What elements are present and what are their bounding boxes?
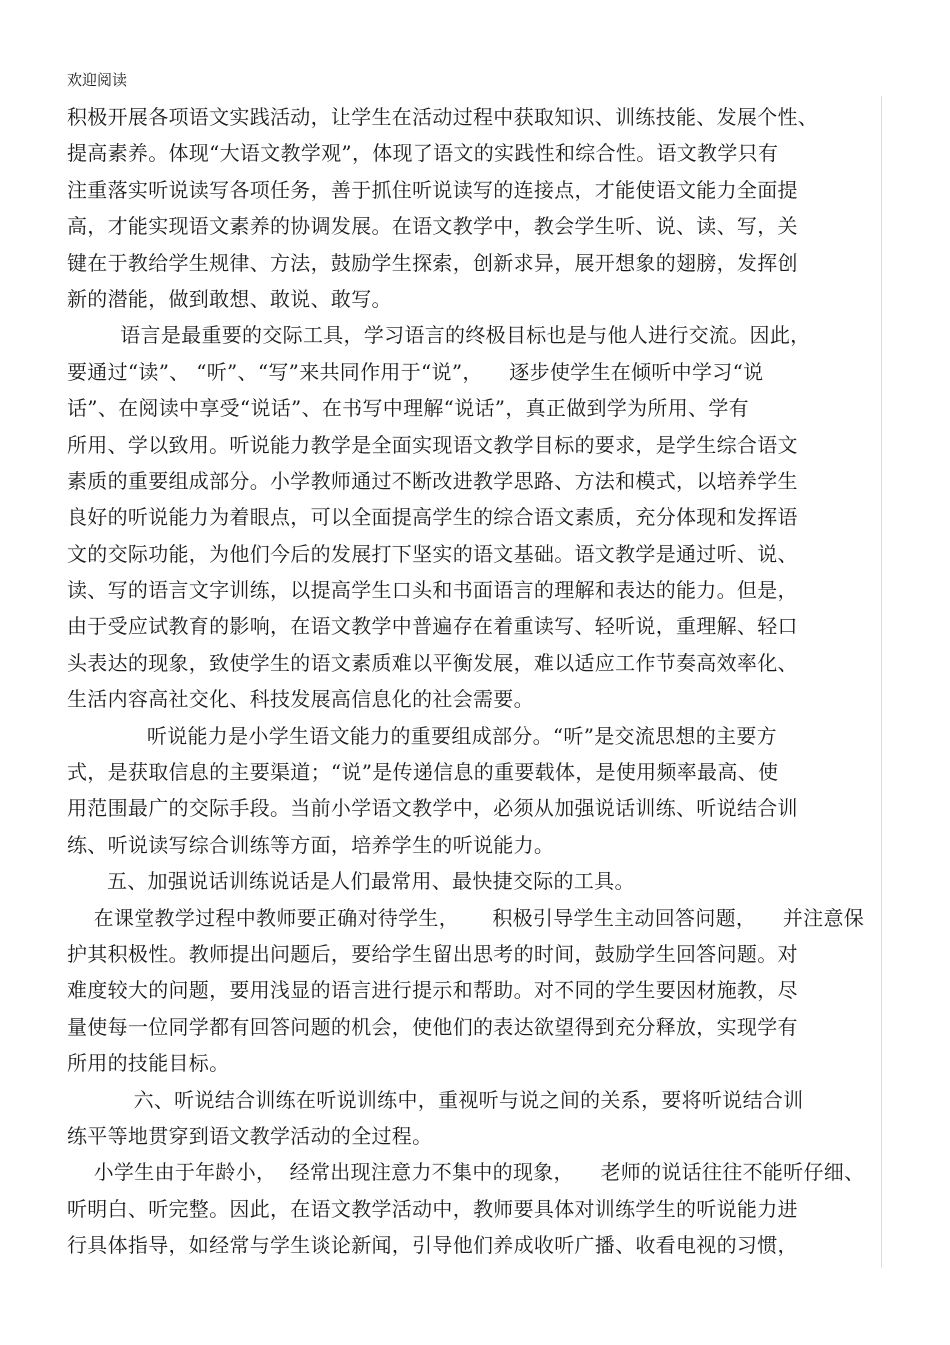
text-line: 练平等地贯穿到语文教学活动的全过程。 [67, 1123, 433, 1148]
text-line: 在课堂教学过程中教师要正确对待学生， 积极引导学生主动回答问题， 并注意保 [67, 905, 865, 930]
text-line: 话”、在阅读中享受“说话”、在书写中理解“说话”，真正做到学为所用、学有 [67, 396, 749, 421]
text-line: 由于受应试教育的影响，在语文教学中普遍存在着重读写、轻听说，重理解、轻口 [67, 614, 798, 639]
text-line: 难度较大的问题，要用浅显的语言进行提示和帮助。对不同的学生要因材施教，尽 [67, 978, 798, 1003]
text-line: 式，是获取信息的主要渠道；“说”是传递信息的重要载体，是使用频率最高、使 [67, 760, 779, 785]
text-line: 良好的听说能力为着眼点，可以全面提高学生的综合语文素质，充分体现和发挥语 [67, 505, 798, 530]
text-line: 新的潜能，做到敢想、敢说、敢写。 [67, 286, 392, 311]
text-line: 高，才能实现语文素养的协调发展。在语文教学中，教会学生听、说、读、写，关 [67, 214, 798, 239]
text-line: 语言是最重要的交际工具，学习语言的终极目标也是与他人进行交流。因此， [67, 323, 811, 348]
page-header: 欢迎阅读 [67, 71, 128, 89]
text-line: 提高素养。体现“大语文教学观”，体现了语文的实践性和综合性。语文教学只有 [67, 141, 779, 166]
text-line: 所用的技能目标。 [67, 1051, 230, 1076]
text-line: 小学生由于年龄小， 经常出现注意力不集中的现象， 老师的说话往往不能听仔细、 [67, 1160, 865, 1185]
text-line: 听说能力是小学生语文能力的重要组成部分。“听”是交流思想的主要方 [67, 723, 777, 748]
text-line: 护其积极性。教师提出问题后，要给学生留出思考的时间，鼓励学生回答问题。对 [67, 941, 798, 966]
text-line: 素质的重要组成部分。小学教师通过不断改进教学思路、方法和模式，以培养学生 [67, 468, 798, 493]
text-line: 五、加强说话训练说话是人们最常用、最快捷交际的工具。 [67, 869, 635, 894]
text-line: 要通过“读”、 “听”、“写”来共同作用于“说”， 逐步使学生在倾听中学习“说 [67, 359, 764, 384]
text-line: 行具体指导，如经常与学生谈论新闻，引导他们养成收听广播、收看电视的习惯， [67, 1233, 798, 1258]
text-line: 六、听说结合训练在听说训练中，重视听与说之间的关系，要将听说结合训 [67, 1087, 804, 1112]
text-line: 注重落实听说读写各项任务，善于抓住听说读写的连接点，才能使语文能力全面提 [67, 177, 798, 202]
text-line: 用范围最广的交际手段。当前小学语文教学中，必须从加强说话训练、听说结合训 [67, 796, 798, 821]
text-line: 量使每一位同学都有回答问题的机会，使他们的表达欲望得到充分释放，实现学有 [67, 1014, 798, 1039]
text-line: 积极开展各项语文实践活动，让学生在活动过程中获取知识、训练技能、发展个性、 [67, 105, 819, 129]
text-line: 听明白、听完整。因此，在语文教学活动中，教师要具体对训练学生的听说能力进 [67, 1196, 798, 1221]
text-line: 练、听说读写综合训练等方面，培养学生的听说能力。 [67, 832, 555, 857]
text-line: 所用、学以致用。听说能力教学是全面实现语文教学目标的要求，是学生综合语文 [67, 432, 798, 457]
text-line: 生活内容高社交化、科技发展高信息化的社会需要。 [67, 687, 534, 712]
document-body [67, 99, 882, 1264]
text-line: 文的交际功能，为他们今后的发展打下坚实的语文基础。语文教学是通过听、说、 [67, 541, 798, 566]
text-line: 头表达的现象，致使学生的语文素质难以平衡发展，难以适应工作节奏高效率化、 [67, 650, 798, 675]
text-line: 键在于教给学生规律、方法，鼓励学生探索，创新求异，展开想象的翅膀，发挥创 [67, 250, 798, 275]
text-line: 读、写的语言文字训练，以提高学生口头和书面语言的理解和表达的能力。但是， [67, 578, 798, 603]
